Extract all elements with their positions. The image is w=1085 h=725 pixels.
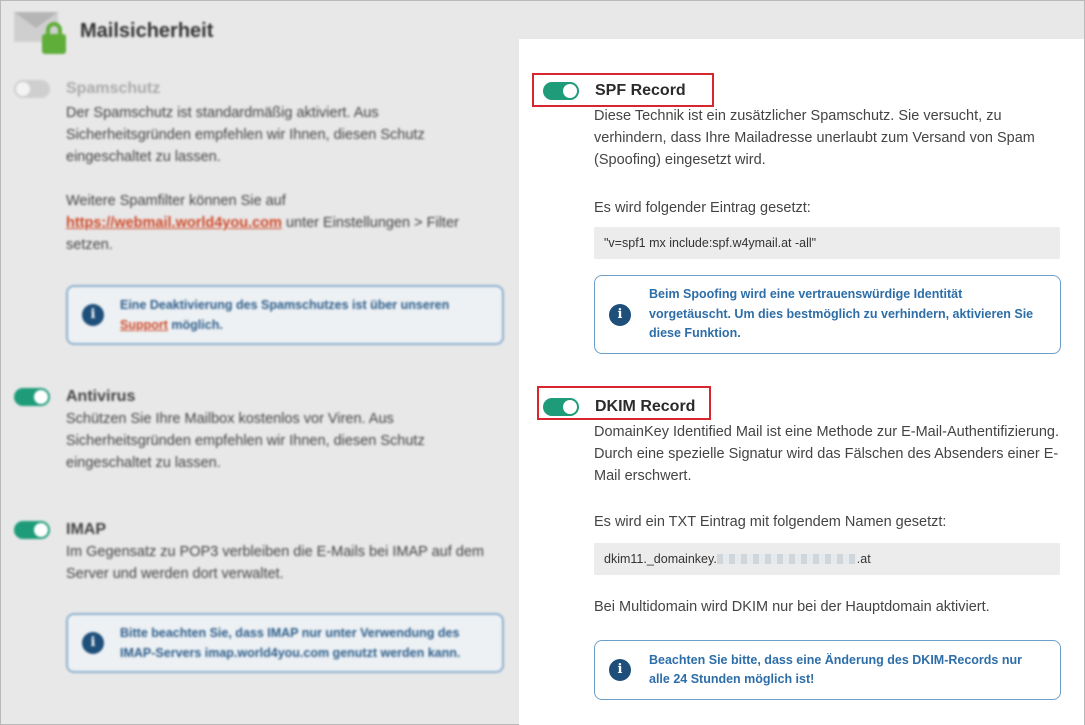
imap-desc: Im Gegensatz zu POP3 verbleiben die E-Mails bei IMAP auf dem Server und werden dort verwaltet. xyxy=(66,544,485,582)
imap-info-box xyxy=(66,613,504,673)
webmail-link[interactable]: https://webmail.world4you.com xyxy=(66,215,282,231)
info-icon: i xyxy=(82,304,104,326)
spf-desc: Diese Technik ist ein zusätzlicher Spamschutz. Sie versucht, zu verhindern, dass Ihre Mailadresse unerlaubt zum Versand von Spam (Spoofing) eingesetzt wird. xyxy=(594,108,1035,168)
spf-title: SPF Record xyxy=(595,82,686,99)
support-link[interactable]: Support xyxy=(120,318,168,332)
info-icon: i xyxy=(609,659,631,681)
dkim-title: DKIM Record xyxy=(595,398,696,415)
dkim-info-box xyxy=(594,640,1061,700)
dkim-desc: DomainKey Identified Mail ist eine Methode zur E-Mail-Authentifizierung. Durch eine spezielle Signatur wird das Fälschen des Absenders einer E-Mail erschwert. xyxy=(594,424,1060,484)
spf-header xyxy=(543,82,686,100)
left-panel xyxy=(0,0,520,725)
dkim-toggle[interactable] xyxy=(543,398,579,416)
spf-toggle[interactable] xyxy=(543,82,579,100)
dkim-header xyxy=(543,398,695,416)
page-header xyxy=(14,8,213,54)
spf-info-box xyxy=(594,275,1061,354)
dkim-entry-value[interactable]: dkim11._domainkey. .at xyxy=(594,543,1060,575)
right-panel xyxy=(519,39,1084,725)
dkim-entry-label: Es wird ein TXT Eintrag mit folgendem Namen gesetzt: xyxy=(594,514,947,530)
imap-section xyxy=(14,521,494,585)
spamschutz-toggle[interactable] xyxy=(14,80,50,98)
imap-info-text: Bitte beachten Sie, dass IMAP nur unter Verwendung des IMAP-Servers imap.world4you.com genutzt werden kann. xyxy=(120,626,461,660)
imap-title: IMAP xyxy=(66,521,106,538)
spamschutz-title: Spamschutz xyxy=(66,80,161,97)
spamschutz-info-box: i Eine Deaktivierung des Spamschutzes ist über unseren Support möglich. xyxy=(66,285,504,345)
antivirus-section xyxy=(14,388,494,474)
info-icon: i xyxy=(609,304,631,326)
antivirus-desc: Schützen Sie Ihre Mailbox kostenlos vor Viren. Aus Sicherheitsgründen empfehlen wir Ihnen, diesen Schutz eingeschaltet zu lassen. xyxy=(66,411,425,471)
dkim-multidomain-note: Bei Multidomain wird DKIM nur bei der Hauptdomain aktiviert. xyxy=(594,599,990,615)
imap-toggle[interactable] xyxy=(14,521,50,539)
spf-entry-value[interactable]: "v=spf1 mx include:spf.w4ymail.at -all" xyxy=(594,227,1060,259)
spf-info-text: Beim Spoofing wird eine vertrauenswürdige Identität vorgetäuscht. Um dies bestmöglich zu verhindern, aktivieren Sie diese Funktion. xyxy=(649,287,1034,341)
mail-security-icon xyxy=(14,8,68,54)
spamschutz-filter-text: Weitere Spamfilter können Sie auf https://webmail.world4you.com unter Einstellungen > Filter setzen. xyxy=(66,193,459,253)
antivirus-title: Antivirus xyxy=(66,388,136,405)
spamschutz-desc: Der Spamschutz ist standardmäßig aktiviert. Aus Sicherheitsgründen empfehlen wir Ihnen, diesen Schutz eingeschaltet zu lassen. xyxy=(66,105,425,165)
dkim-info-text: Beachten Sie bitte, dass eine Änderung des DKIM-Records nur alle 24 Stunden möglich ist! xyxy=(649,652,1022,686)
info-icon: i xyxy=(82,632,104,654)
spf-entry-label: Es wird folgender Eintrag gesetzt: xyxy=(594,200,811,216)
page-title: Mailsicherheit xyxy=(80,19,214,42)
redacted-domain xyxy=(717,554,857,564)
spamschutz-section xyxy=(14,80,494,256)
antivirus-toggle[interactable] xyxy=(14,388,50,406)
